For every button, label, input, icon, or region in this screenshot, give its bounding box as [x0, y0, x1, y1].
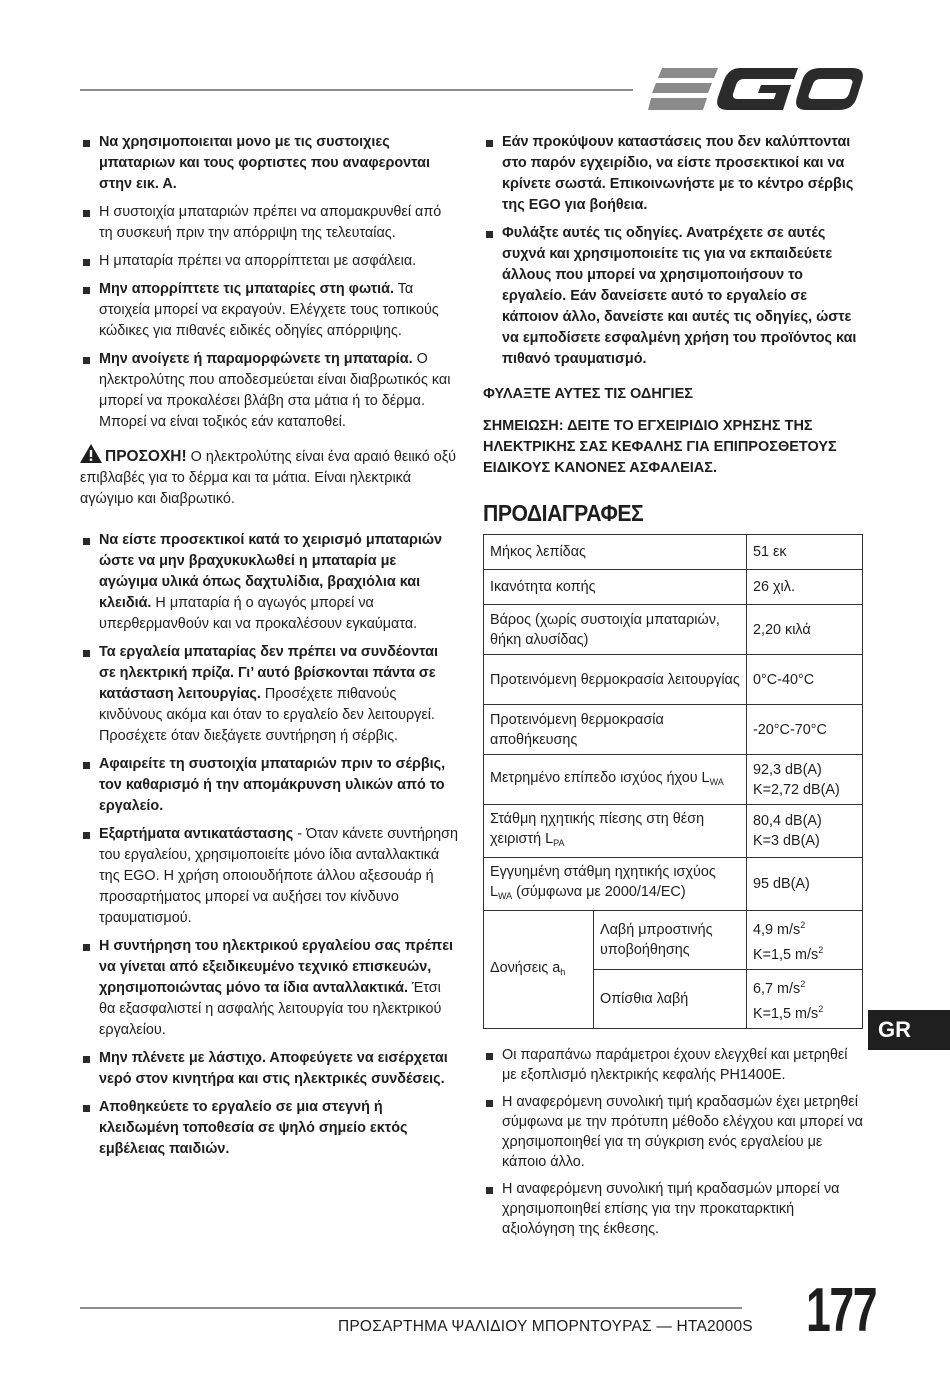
bullet-square-icon: [83, 1056, 90, 1063]
spec-sublabel: Οπίσθια λαβή: [594, 970, 747, 1029]
bullet-square-icon: [83, 1105, 90, 1112]
list-item: Αποθηκεύετε το εργαλείο σε μια στεγνή ή κλειδωμένη τοποθεσία σε ψηλό σημείο εκτός εμβέλειας παιδιών.: [80, 1097, 458, 1160]
spec-value: 51 εκ: [747, 535, 863, 570]
table-row: [484, 911, 863, 970]
spec-value: 26 χιλ.: [747, 570, 863, 605]
spec-sublabel: Λαβή μπροστινής υποβοήθησης: [594, 911, 747, 970]
list-item: Μην πλένετε με λάστιχο. Αποφεύγετε να εισέρχεται νερό στον κινητήρα και στις ηλεκτρικές συνδέσεις.: [80, 1048, 458, 1090]
bullet-square-icon: [83, 210, 90, 217]
table-row: [484, 755, 863, 805]
spec-value: 92,3 dB(A) K=2,72 dB(A): [747, 755, 863, 805]
warning-triangle-icon: [80, 444, 102, 463]
logo-e-top: [658, 68, 718, 78]
table-row: [484, 858, 863, 911]
spec-value: 95 dB(A): [747, 858, 863, 911]
spec-label: Δονήσεις $a_h$: [484, 911, 594, 1029]
list-item: Φυλάξτε αυτές τις οδηγίες. Ανατρέχετε σε αυτές συχνά και χρησιμοποιείτε τις για να εκπαιδεύετε άλλους που μπορεί να χρησιμοποιήσουν το εργαλείο. Εάν δανείσετε αυτό το εργαλείο σε κάποιον άλλο, δανείστε και αυτές τις οδηγίες, ώστε να εμποδίσετε εσφαλμένη χρήση του προϊόντος και πιθανό τραυματισμό.: [483, 223, 863, 370]
list-item: Να είστε προσεκτικοί κατά το χειρισμό μπαταριών ώστε να μην βραχυκυκλωθεί η μπαταρία με αγώγιμα υλικά όπως δαχτυλίδια, βραχιόλια και κλειδιά. Η μπαταρία ή ο αγωγός μπορεί να υπερθερμανθούν και να προκαλέσουν εγκαύματα.: [80, 530, 458, 635]
logo-e-bottom: [648, 98, 707, 110]
table-row: [484, 535, 863, 570]
list-item: Τα εργαλεία μπαταρίας δεν πρέπει να συνδέονται σε ηλεκτρική πρίζα. Γι’ αυτό βρίσκονται πάντα σε κατάσταση λειτουργίας. Προσέχετε πιθανούς κινδύνους ακόμα και όταν το εργαλείο δεν λειτουργεί. Προσέχετε όταν διεξάγετε συντήρηση ή σέρβις.: [80, 642, 458, 747]
bullet-square-icon: [83, 650, 90, 657]
warning-text: Ο ηλεκτρολύτης είναι ένα αραιό θειικό οξύ επιβλαβές για το δέρμα και τα μάτια. Είναι ηλεκτρικά αγώγιμο και διαβρωτικό.: [80, 449, 457, 507]
logo-g: [717, 68, 798, 110]
spec-value: 80,4 dB(A) K=3 dB(A): [747, 805, 863, 858]
spec-label: Ικανότητα κοπής: [484, 570, 747, 605]
bullet-square-icon: [486, 1100, 493, 1107]
list-item: Μην ανοίγετε ή παραμορφώνετε τη μπαταρία. Ο ηλεκτρολύτης που αποδεσμεύεται είναι διαβρωτικός και μπορεί να προκαλέσει βλάβη στα μάτια ή το δέρμα. Μπορεί να είναι τοξικός εάν καταποθεί.: [80, 349, 458, 433]
list-item: Η συστοιχία μπαταριών πρέπει να απομακρυνθεί από τη συσκευή πριν την απόρριψη της τελευταίας.: [80, 202, 458, 244]
bullet-square-icon: [83, 140, 90, 147]
bullet-square-icon: [83, 357, 90, 364]
ego-logo: [648, 64, 864, 114]
spec-label: Μήκος λεπίδας: [484, 535, 747, 570]
list-item: Εάν προκύψουν καταστάσεις που δεν καλύπτονται στο παρόν εγχειρίδιο, να είστε προσεκτικοί και να κρίνετε σωστά. Επικοινωνήστε με το κέντρο σέρβις της EGO για βοήθεια.: [483, 132, 863, 216]
warning-title: ΠΡΟΣΟΧΗ!: [105, 448, 187, 465]
table-row: [484, 605, 863, 655]
notes-list: [483, 1045, 863, 1239]
spec-label: Εγγυημένη στάθμη ηχητικής ισχύος $L_{WA}$ (σύμφωνα με 2000/14/EC): [484, 858, 747, 911]
bullet-square-icon: [83, 259, 90, 266]
warning-block: [80, 444, 458, 510]
bullet-square-icon: [486, 1053, 493, 1060]
spec-value: 2,20 κιλά: [747, 605, 863, 655]
list-item: Αφαιρείτε τη συστοιχία μπαταριών πριν το σέρβις, τον καθαρισμό ή την απομάκρυνση υλικών από το εργαλείο.: [80, 754, 458, 817]
footer-title: ΠΡΟΣΑΡΤΗΜΑ ΨΑΛΙΔΙΟΥ ΜΠΟΡΝΤΟΥΡΑΣ — HTA2000S: [338, 1318, 753, 1335]
list-item: Η μπαταρία πρέπει να απορρίπτεται με ασφάλεια.: [80, 251, 458, 272]
list-item: Μην απορρίπτετε τις μπαταρίες στη φωτιά. Τα στοιχεία μπορεί να εκραγούν. Ελέγχετε τους τοπικούς κώδικες για πιθανές ειδικές οδηγίες απόρριψης.: [80, 279, 458, 342]
bullet-square-icon: [486, 231, 493, 238]
list-item: Η αναφερόμενη συνολική τιμή κραδασμών έχει μετρηθεί σύμφωνα με την πρότυπη μέθοδο ελέγχου και μπορεί να χρησιμοποιηθεί για τη σύγκριση ενός εργαλείου με κάποιο άλλο.: [483, 1092, 863, 1172]
table-row: [484, 655, 863, 705]
spec-value: 6,7 $m/s^2$ K=1,5 $m/s^2$: [747, 970, 863, 1029]
table-row: [484, 705, 863, 755]
logo-o: [796, 68, 863, 110]
specifications-table: [483, 534, 863, 1029]
spec-label: Προτεινόμενη θερμοκρασία αποθήκευσης: [484, 705, 747, 755]
language-tab: GR: [868, 1010, 950, 1050]
list-item: Να χρησιμοποιειται μονο με τις συστοιχιες μπαταριων και τους φορτιστες που αναφερονται στην εικ. Α.: [80, 132, 458, 195]
page-number: 177: [806, 1276, 877, 1345]
header-rule: [80, 89, 633, 91]
table-row: [484, 570, 863, 605]
list-item: Οι παραπάνω παράμετροι έχουν ελεγχθεί και μετρηθεί με εξοπλισμό ηλεκτρικής κεφαλής PH1400E.: [483, 1045, 863, 1085]
spec-label: Προτεινόμενη θερμοκρασία λειτουργίας: [484, 655, 747, 705]
spec-value: -20°C-70°C: [747, 705, 863, 755]
spec-value: 4,9 $m/s^2$ K=1,5 $m/s^2$: [747, 911, 863, 970]
list-item: Η αναφερόμενη συνολική τιμή κραδασμών μπορεί να χρησιμοποιηθεί επίσης για την προκαταρκτική αξιολόγηση της έκθεσης.: [483, 1179, 863, 1239]
bullet-square-icon: [83, 944, 90, 951]
spec-value: 0°C-40°C: [747, 655, 863, 705]
bullet-square-icon: [83, 287, 90, 294]
bullet-square-icon: [83, 832, 90, 839]
specifications-heading: ΠΡΟΔΙΑΓΡΑΦΕΣ: [483, 500, 644, 526]
bullet-square-icon: [486, 1187, 493, 1194]
spec-label: Στάθμη ηχητικής πίεσης στη θέση χειριστή $L_{PA}$: [484, 805, 747, 858]
right-column: [483, 132, 863, 1246]
table-row: [484, 805, 863, 858]
save-instructions-heading: ΦΥΛΑΞΤΕ ΑΥΤΕΣ ΤΙΣ ΟΔΗΓΙΕΣ: [483, 386, 693, 402]
note-heading: ΣΗΜΕΙΩΣΗ: ΔΕΙΤΕ ΤΟ ΕΓΧΕΙΡΙΔΙΟ ΧΡΗΣΗΣ ΤΗΣ ΗΛΕΚΤΡΙΚΗΣ ΣΑΣ ΚΕΦΑΛΗΣ ΓΙΑ ΕΠΙΠΡΟΣΘΕΤΟΥΣ ΕΙΔΙΚΟΥΣ ΚΑΝΟΝΕΣ ΑΣΦΑΛΕΙΑΣ.: [483, 418, 837, 476]
logo-e-mid: [652, 83, 712, 93]
spec-label: Μετρημένο επίπεδο ισχύος ήχου $L_{WA}$: [484, 755, 747, 805]
spec-label: Βάρος (χωρίς συστοιχία μπαταριών, θήκη αλυσίδας): [484, 605, 747, 655]
bullet-square-icon: [486, 140, 493, 147]
footer-rule: [80, 1307, 742, 1309]
left-column: [80, 132, 458, 1167]
bullet-square-icon: [83, 762, 90, 769]
bullet-square-icon: [83, 538, 90, 545]
list-item: Εξαρτήματα αντικατάστασης - Όταν κάνετε συντήρηση του εργαλείου, χρησιμοποιείτε μόνο ίδια ανταλλακτικά της EGO. Η χρήση οποιουδήποτε άλλου αξεσουάρ ή προσαρτήματος μπορεί να αυξήσει τον κίνδυνο τραυματισμού.: [80, 824, 458, 929]
list-item: Η συντήρηση του ηλεκτρικού εργαλείου σας πρέπει να γίνεται από εξειδικευμένο τεχνικό επισκευών, χρησιμοποιώντας μόνο τα ίδια ανταλλακτικά. Έτσι θα εξασφαλιστεί η ασφαλής λειτουργία του ηλεκτρικού εργαλείου.: [80, 936, 458, 1041]
